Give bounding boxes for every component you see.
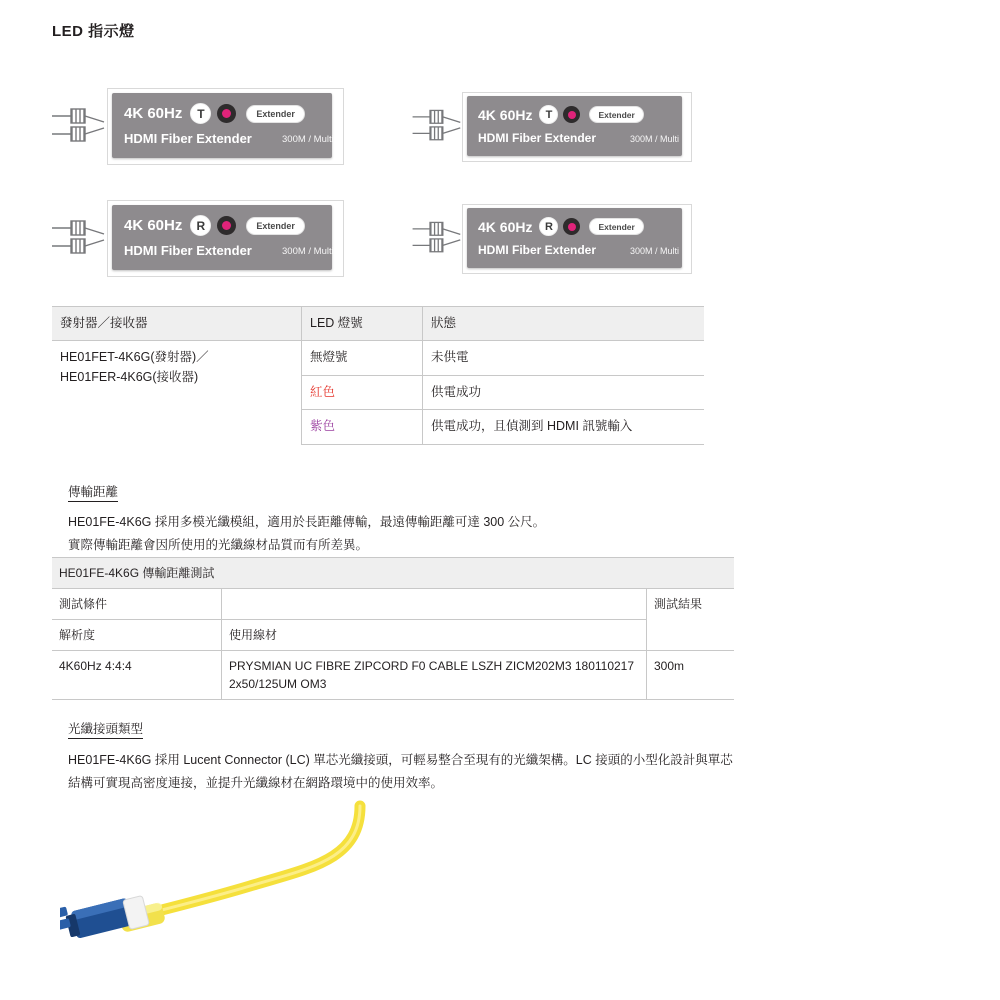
- table-cell-led: 無燈號: [302, 341, 423, 375]
- page-title: LED 指示燈: [52, 23, 135, 40]
- table-row: [52, 589, 734, 620]
- table-header-row: [52, 307, 704, 341]
- led-indicator-icon: [217, 216, 236, 235]
- device-label-line-2: HE01FER-4K6G(接收器): [60, 369, 199, 384]
- table-header-status: 狀態: [423, 307, 705, 341]
- led-status-table: [52, 306, 704, 445]
- device-transmitter-small: [412, 92, 690, 160]
- led-indicator-icon: [563, 218, 580, 235]
- cable-line-2: 2x50/125UM OM3: [229, 677, 327, 691]
- table-cell-status: 未供電: [423, 341, 705, 375]
- table-cell-status: 供電成功，且偵測到 HDMI 訊號輸入: [423, 410, 705, 444]
- fiber-connector-icon: [52, 102, 114, 150]
- test-result-header: 測試結果: [647, 589, 735, 651]
- table-cell-device: [52, 341, 302, 444]
- transmission-distance-paragraph-1: HE01FE-4K6G 採用多模光纖模組，適用於長距離傳輸，最遠傳輸距離可達 300 公尺。: [68, 515, 546, 529]
- device-resolution: 4K 60Hz: [124, 217, 183, 234]
- device-top-row: [478, 217, 644, 236]
- device-label-line-1: HE01FET-4K6G(發射器)／: [60, 350, 209, 365]
- device-extender-badge: Extender: [589, 106, 643, 123]
- device-top-row: [478, 105, 644, 124]
- device-distance-label: 300M / Multi: [630, 246, 680, 256]
- distance-test-table: [52, 557, 734, 700]
- connector-type-heading: 光纖接頭類型: [68, 721, 143, 739]
- device-model-label: HDMI Fiber Extender: [478, 243, 597, 257]
- led-indicator-icon: [563, 106, 580, 123]
- cable-line-1: PRYSMIAN UC FIBRE ZIPCORD F0 CABLE LSZH ZICM202M3 180110217: [229, 659, 635, 673]
- transmission-distance-paragraph-2: 實際傳輸距離會因所使用的光纖線材品質而有所差異。: [68, 538, 369, 552]
- table-row: [52, 620, 734, 651]
- table-cell-status: 供電成功: [423, 375, 705, 409]
- distance-table-title: HE01FE-4K6G 傳輸距離測試: [52, 558, 734, 589]
- device-extender-badge: Extender: [246, 217, 305, 235]
- fiber-connector-icon: [52, 214, 114, 262]
- table-row: [52, 651, 734, 700]
- fiber-cable-photo: [60, 800, 440, 980]
- connector-paragraph-line-2: 結構可實現高密度連接，並提升光纖線材在網路環境中的使用效率。: [68, 776, 444, 790]
- device-top-row: [124, 215, 305, 236]
- device-model-label: HDMI Fiber Extender: [124, 243, 252, 258]
- table-cell-led: 紅色: [302, 375, 423, 409]
- table-header-led: LED 燈號: [302, 307, 423, 341]
- device-role-badge: R: [190, 215, 211, 236]
- device-resolution: 4K 60Hz: [478, 106, 533, 123]
- table-header-device: 發射器／接收器: [52, 307, 302, 341]
- row-resolution-value: 4K60Hz 4:4:4: [52, 651, 222, 700]
- transmission-distance-heading: 傳輸距離: [68, 484, 118, 502]
- device-role-badge: T: [190, 103, 211, 124]
- resolution-header: 解析度: [52, 620, 222, 651]
- device-model-label: HDMI Fiber Extender: [478, 131, 597, 145]
- device-distance-label: 300M / Multi: [282, 134, 334, 145]
- test-condition-header: 測試條件: [52, 589, 222, 620]
- row-cable-value: [222, 651, 647, 700]
- device-receiver-small: [412, 204, 690, 272]
- device-role-badge: T: [539, 105, 558, 124]
- device-extender-badge: Extender: [589, 218, 643, 235]
- device-distance-label: 300M / Multi: [630, 134, 680, 144]
- device-transmitter-large: [52, 88, 342, 163]
- connector-paragraph-line-1: HE01FE-4K6G 採用 Lucent Connector (LC) 單芯光纖接頭，可輕易整合至現有的光纖架構。LC 接頭的小型化設計與單芯: [68, 753, 733, 767]
- table-cell-led: 紫色: [302, 410, 423, 444]
- table-row: [52, 341, 704, 375]
- device-top-row: [124, 103, 305, 124]
- device-extender-badge: Extender: [246, 105, 305, 123]
- device-receiver-large: [52, 200, 342, 275]
- device-resolution: 4K 60Hz: [124, 105, 183, 122]
- table-row: [52, 558, 734, 589]
- test-condition-header-spacer: [222, 589, 647, 620]
- device-resolution: 4K 60Hz: [478, 218, 533, 235]
- device-model-label: HDMI Fiber Extender: [124, 131, 252, 146]
- device-role-badge: R: [539, 217, 558, 236]
- device-distance-label: 300M / Multi: [282, 246, 334, 257]
- row-result-value: 300m: [647, 651, 735, 700]
- cable-header: 使用線材: [222, 620, 647, 651]
- led-indicator-icon: [217, 104, 236, 123]
